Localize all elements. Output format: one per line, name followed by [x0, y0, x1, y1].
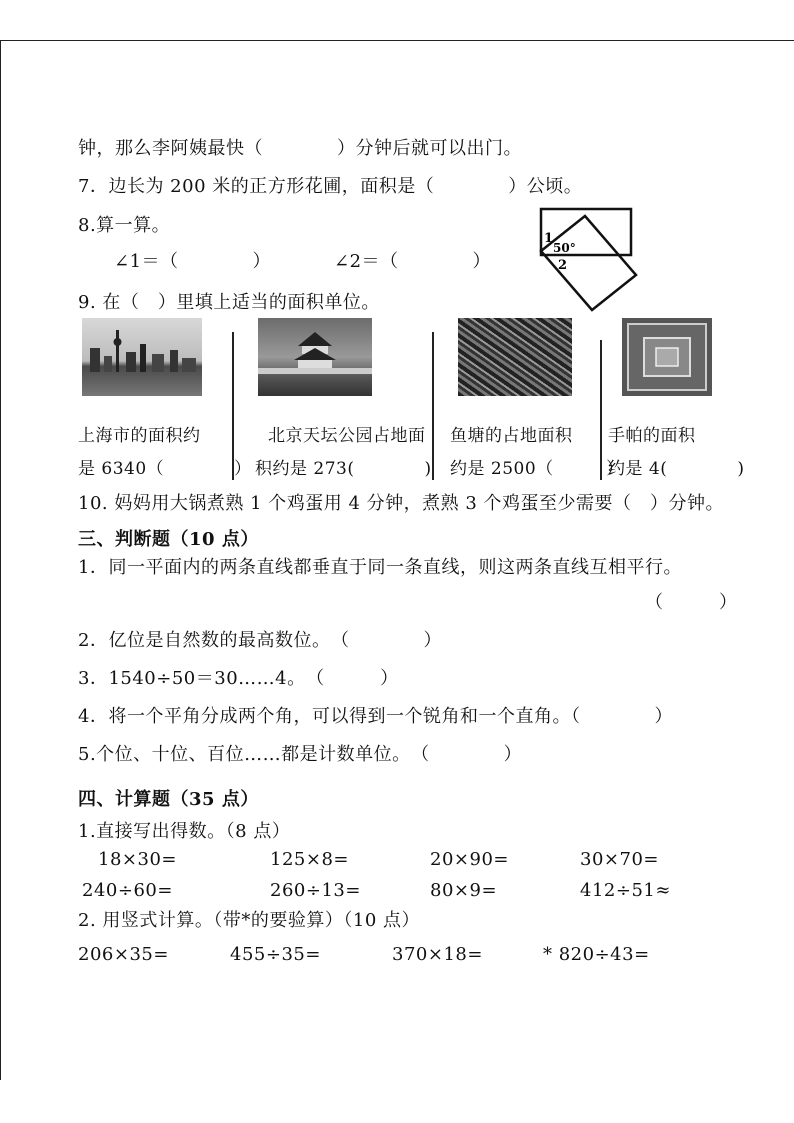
divider: [432, 332, 434, 480]
judge-item-3: 3．1540÷50＝30……4。 （ ）: [78, 668, 399, 689]
calc-sub2-title: 2. 用竖式计算。（带*的要验算）（10 点）: [78, 910, 421, 931]
area-item-1-line2: 是 6340（ ）: [78, 459, 252, 479]
area-item-4-line2: 约是 4( ): [608, 459, 745, 479]
question-10: 10. 妈妈用大锅煮熟 1 个鸡蛋用 4 分钟，煮熟 3 个鸡蛋至少需要（ ）分钟。: [78, 493, 725, 514]
calc-item: 125×8=: [270, 849, 349, 870]
question-8-angle2: ∠2＝（ ）: [334, 251, 492, 272]
calc-sub1-title: 1.直接写出得数。（8 点）: [78, 821, 291, 842]
page-border-top: [0, 40, 794, 41]
section-3-title: 三、判断题（10 点）: [78, 529, 259, 550]
vertical-calc-item: 370×18=: [392, 944, 483, 965]
calc-item: 30×70=: [580, 849, 659, 870]
temple-icon: [258, 318, 372, 396]
question-7: 7．边长为 200 米的正方形花圃，面积是（ ）公顷。: [78, 176, 583, 197]
area-item-1-line1: 上海市的面积约: [78, 426, 201, 446]
vertical-calc-item: 455÷35=: [230, 944, 321, 965]
fish-pond-image: [458, 318, 572, 396]
calc-item: 20×90=: [430, 849, 509, 870]
calc-item: 240÷60=: [82, 880, 173, 901]
judge-item-2: 2．亿位是自然数的最高数位。 （ ）: [78, 630, 442, 651]
vertical-calc-item: * 820÷43=: [543, 944, 650, 965]
angle-figure-folded-rect: [541, 216, 636, 310]
judge-item-5: 5.个位、十位、百位……都是计数单位。 （ ）: [78, 744, 523, 765]
judge-item-1-paren: （ ）: [645, 592, 738, 613]
vertical-calc-item: 206×35=: [78, 944, 169, 965]
area-item-3-line2: 约是 2500（ ）: [450, 459, 624, 479]
page-border-left: [0, 40, 1, 1080]
shanghai-skyline-image: [82, 318, 202, 396]
area-item-4-line1: 手帕的面积: [608, 426, 696, 446]
question-9-title: 9. 在（ ）里填上适当的面积单位。: [78, 292, 380, 313]
judge-item-1: 1．同一平面内的两条直线都垂直于同一条直线，则这两条直线互相平行。: [78, 557, 682, 578]
question-8-angle1: ∠1＝（ ）: [114, 251, 272, 272]
question-8-title: 8.算一算。: [78, 215, 171, 236]
angle-figure: [530, 202, 650, 317]
handkerchief-icon: [622, 318, 712, 396]
calc-item: 412÷51≈: [580, 880, 671, 901]
calc-item: 80×9=: [430, 880, 498, 901]
judge-item-4: 4．将一个平角分成两个角，可以得到一个锐角和一个直角。（ ）: [78, 706, 673, 727]
angle-label-1: 1: [544, 231, 554, 246]
skyline-icon: [82, 318, 202, 396]
calc-item: 18×30=: [98, 849, 177, 870]
question-6-tail: 钟，那么李阿姨最快（ ）分钟后就可以出门。: [78, 138, 522, 159]
angle-label-2: 2: [558, 258, 568, 273]
area-item-3-line1: 鱼塘的占地面积: [450, 426, 573, 446]
calc-item: 260÷13=: [270, 880, 361, 901]
area-item-2-line2: 积约是 273( ): [255, 459, 432, 479]
handkerchief-image: [622, 318, 712, 396]
area-item-2-line1: 北京天坛公园占地面: [268, 426, 426, 446]
temple-of-heaven-image: [258, 318, 372, 396]
angle-label-deg: 50°: [553, 241, 576, 255]
section-4-title: 四、计算题（35 点）: [78, 789, 259, 810]
